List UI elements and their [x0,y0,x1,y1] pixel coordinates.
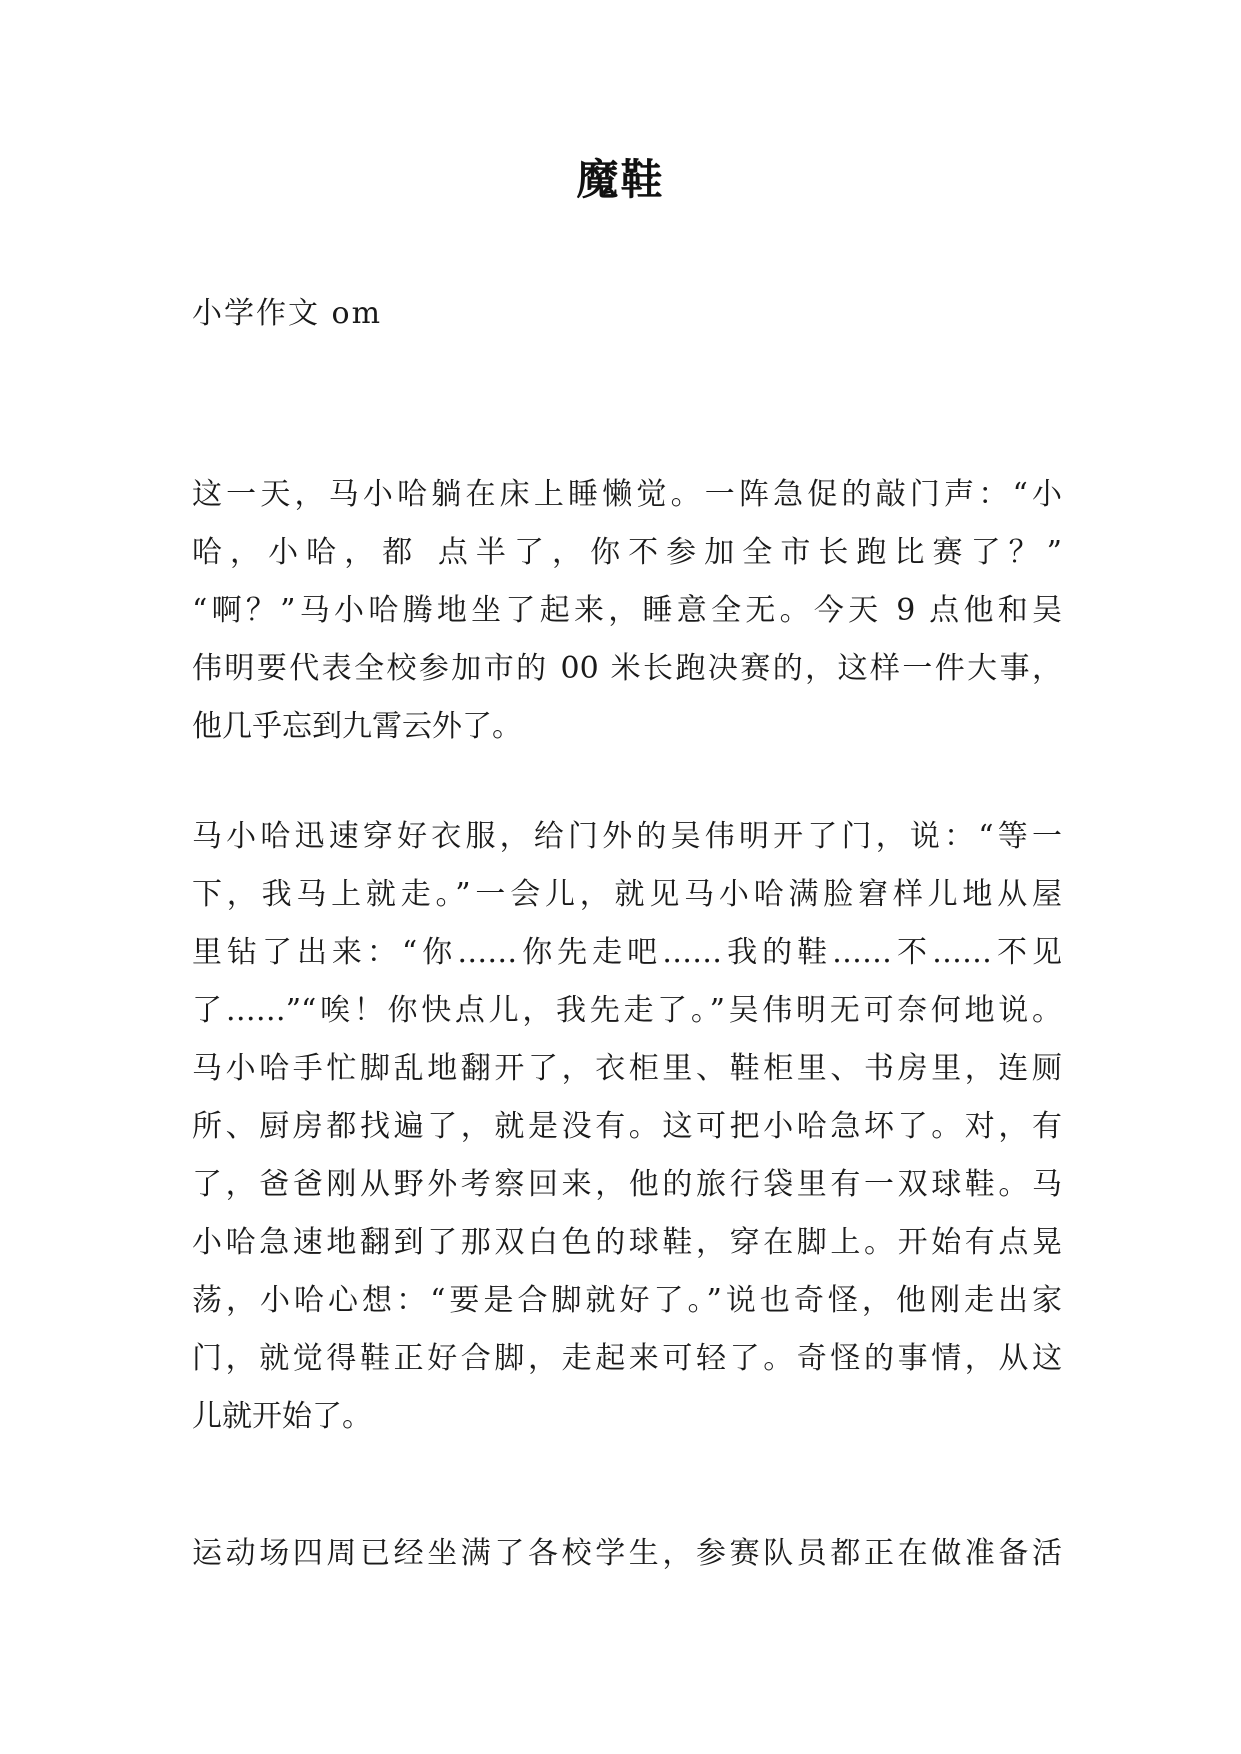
paragraph-line: 所、厨房都找遍了，就是没有。这可把小哈急坏了。对，有 [192,1109,1062,1144]
document-subtitle: 小学作文 om [192,296,383,331]
paragraph-line: 下，我马上就走。”一会儿，就见马小哈满脸窘样儿地从屋 [192,877,1062,912]
paragraph-line: 荡，小哈心想：“要是合脚就好了。”说也奇怪，他刚走出家 [192,1283,1062,1318]
paragraph-line: 儿就开始了。 [192,1399,372,1434]
paragraph-3 [192,1525,1062,1583]
paragraph-line: 了……”“唉！你快点儿，我先走了。”吴伟明无可奈何地说。 [192,993,1062,1028]
paragraph-line: 伟明要代表全校参加市的 00 米长跑决赛的，这样一件大事， [192,651,1062,686]
paragraph-line: 了，爸爸刚从野外考察回来，他的旅行袋里有一双球鞋。马 [192,1167,1062,1202]
document-title: 魔鞋 [576,155,665,204]
paragraph-line: 小哈急速地翻到了那双白色的球鞋，穿在脚上。开始有点晃 [192,1225,1062,1260]
paragraph-line: 门，就觉得鞋正好合脚，走起来可轻了。奇怪的事情，从这 [192,1341,1062,1376]
paragraph-2 [192,808,1062,1446]
paragraph-line: 运动场四周已经坐满了各校学生，参赛队员都正在做准备活 [192,1536,1062,1571]
paragraph-line: 马小哈手忙脚乱地翻开了，衣柜里、鞋柜里、书房里，连厕 [192,1051,1062,1086]
paragraph-1 [192,466,1062,756]
paragraph-line: “啊？”马小哈腾地坐了起来，睡意全无。今天 9 点他和吴 [192,593,1062,628]
paragraph-line: 他几乎忘到九霄云外了。 [192,709,522,744]
paragraph-line: 里钻了出来：“你……你先走吧……我的鞋……不……不见 [192,935,1062,970]
paragraph-line: 哈，小哈，都 点半了，你不参加全市长跑比赛了？” [192,535,1062,570]
paragraph-line: 马小哈迅速穿好衣服，给门外的吴伟明开了门，说：“等一 [192,819,1062,854]
paragraph-line: 这一天，马小哈躺在床上睡懒觉。一阵急促的敲门声：“小 [192,477,1062,512]
